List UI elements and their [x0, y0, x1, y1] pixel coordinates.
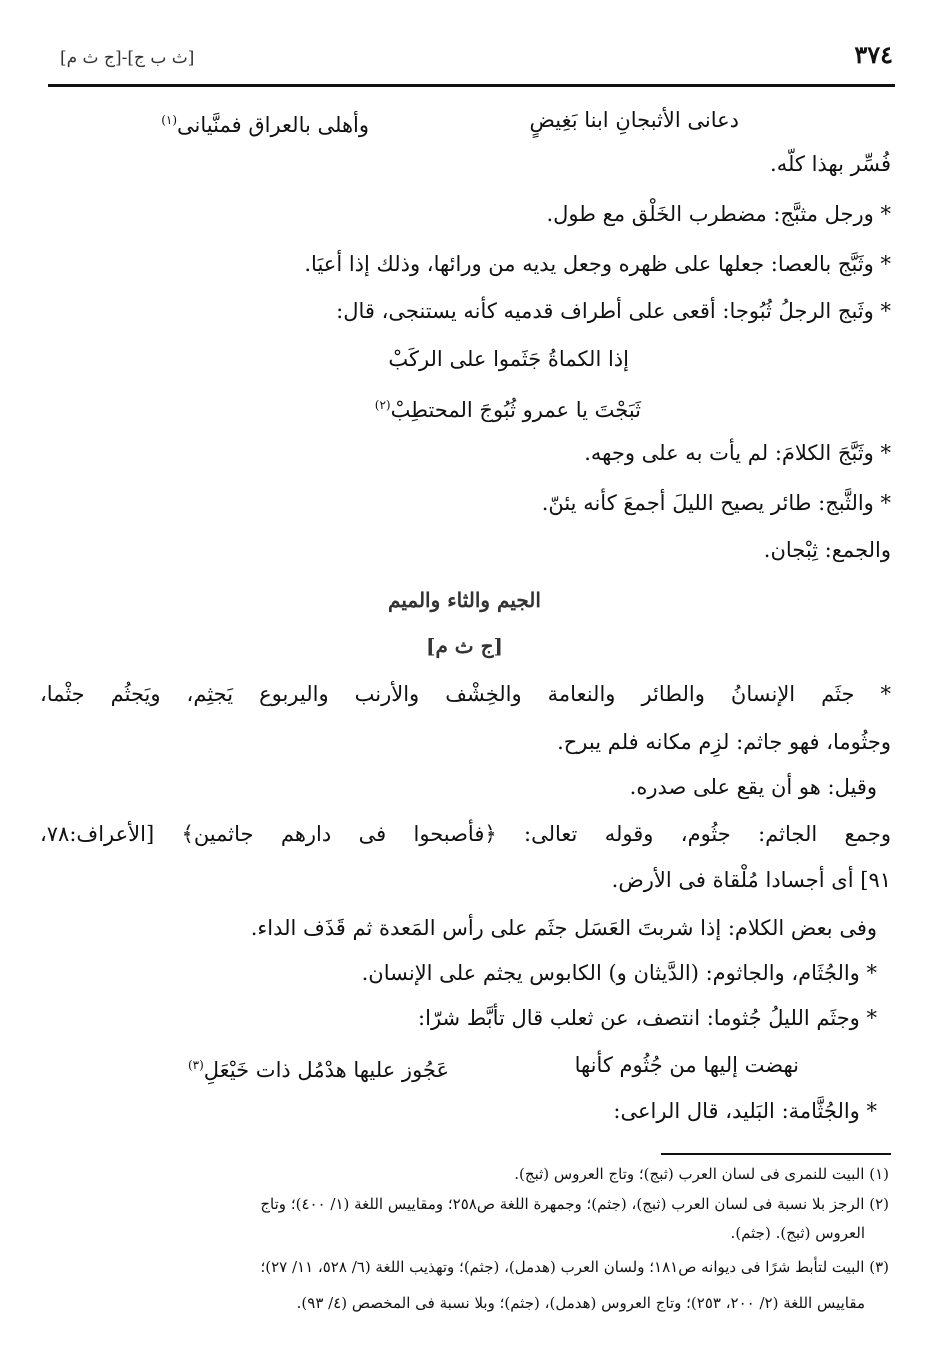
section-heading: الجيم والثاء والميم: [388, 588, 541, 612]
footnote-2-line-1: (٢) الرجز بلا نسبة فى لسان العرب (ثبج)، (جثم)؛ وجمهرة اللغة ص٢٥٨؛ ومقاييس اللغة (١/ ٤٠٠)؛ وتاج: [260, 1195, 889, 1213]
text-line-4: * وثَبج الرجلُ ثُبُوجا: أقعى على أطراف قدميه كأنه يستنجى، قال:: [336, 299, 891, 323]
text-line-5: * وثَبَّجَ الكلامَ: لم يأت به على وجهه.: [584, 441, 891, 465]
footnote-marker-1: (١): [161, 113, 178, 127]
header-rule: [48, 84, 895, 87]
page-number: ٣٧٤: [854, 40, 893, 69]
body-line-7: * والجُثَام، والجاثوم: (الدَّيثان و) الكابوس يجثم على الإنسان.: [361, 961, 877, 985]
body-line-1: * جثَم الإنسانُ والطائر والنعامة والخِشْف والأرنب واليربوع يَجثِم، ويَجثُم جثْما،: [40, 682, 891, 706]
footnote-rule: [661, 1153, 891, 1155]
verse2-hemistich-1: نهضت إليها من جُثُوم كأنها: [574, 1053, 799, 1077]
body-line-2: وجثُوما، فهو جاثم: لزِم مكانه فلم يبرح.: [557, 730, 891, 754]
verse1-hemistich-2: وأهلى بالعراق فمنَّيانى$^{(١)}$: [161, 113, 369, 137]
text-line-7: والجمع: ثِبْجان.: [763, 538, 891, 562]
text-line-1: فُسِّر بهذا كلّه.: [770, 152, 891, 176]
footnote-1: (١) البيت للنمرى فى لسان العرب (ثبج)؛ وتاج العروس (ثبج).: [514, 1165, 889, 1183]
rajaz-line-2: ثَبَجْتَ يا عمرو ثُبُوجَ المحتطِبْ$^{(٢)}$: [374, 398, 641, 422]
running-header-roots: [ث ب ج]-[ج ث م]: [60, 48, 195, 68]
rajaz-line-1: إذا الكماةُ جَثَموا على الركَبْ: [388, 347, 629, 371]
footnote-marker-3: (٣): [187, 1058, 204, 1072]
text-line-6: * والثَّبج: طائر يصيح الليلَ أجمعَ كأنه يئنّ.: [541, 491, 891, 515]
body-line-3: وقيل: هو أن يقع على صدره.: [629, 775, 877, 799]
text-line-3: * وثَبَّج بالعصا: جعلها على ظهره وجعل يديه من ورائها، وذلك إذا أعيَا.: [304, 252, 891, 276]
root-heading: [ج ث م]: [426, 634, 503, 658]
footnote-2-line-2: العروس (ثبج). (جثم).: [730, 1224, 865, 1242]
body-line-6: وفى بعض الكلام: إذا شربتَ العَسَل جثَم على رأس المَعدة ثم قَذَف الداء.: [250, 916, 877, 940]
text-line-2: * ورجل مثبَّج: مضطرب الخَلْق مع طول.: [546, 202, 891, 226]
body-line-4: وجمع الجاثم: جثُوم، وقوله تعالى: ﴿فأصبحوا فى دارهم جاثمين﴾ [الأعراف:٧٨،: [40, 822, 891, 846]
verse2-hemistich-2: عَجُوز عليها هدْمُل ذات خَيْعَلِ$^{(٣)}$: [187, 1058, 449, 1082]
body-line-5: ٩١] أى أجسادا مُلْقاة فى الأرض.: [611, 868, 891, 892]
footnote-3-line-1: (٣) البيت لتأبط شرًا فى ديوانه ص١٨١؛ ولسان العرب (هدمل)، (جثم)؛ وتهذيب اللغة (٦/ ٥٢٨، ١١/ ٢٧)؛: [260, 1258, 889, 1276]
footnote-3-line-2: مقاييس اللغة (٢/ ٢٠٠، ٢٥٣)؛ وتاج العروس (هدمل)، (جثم)؛ وبلا نسبة فى المخصص (٤/ ٩٣).: [296, 1294, 865, 1312]
body-line-8: * وجثَم الليلُ جُثوما: انتصف، عن ثعلب قال تأبَّط شرّا:: [418, 1006, 877, 1030]
body-line-9: * والجُثَّامة: البَليد، قال الراعى:: [613, 1099, 877, 1123]
verse1-hemistich-1: دعانى الأثبجانِ ابنا بَغِيضٍ: [529, 108, 739, 132]
footnote-marker-2: (٢): [374, 398, 391, 412]
